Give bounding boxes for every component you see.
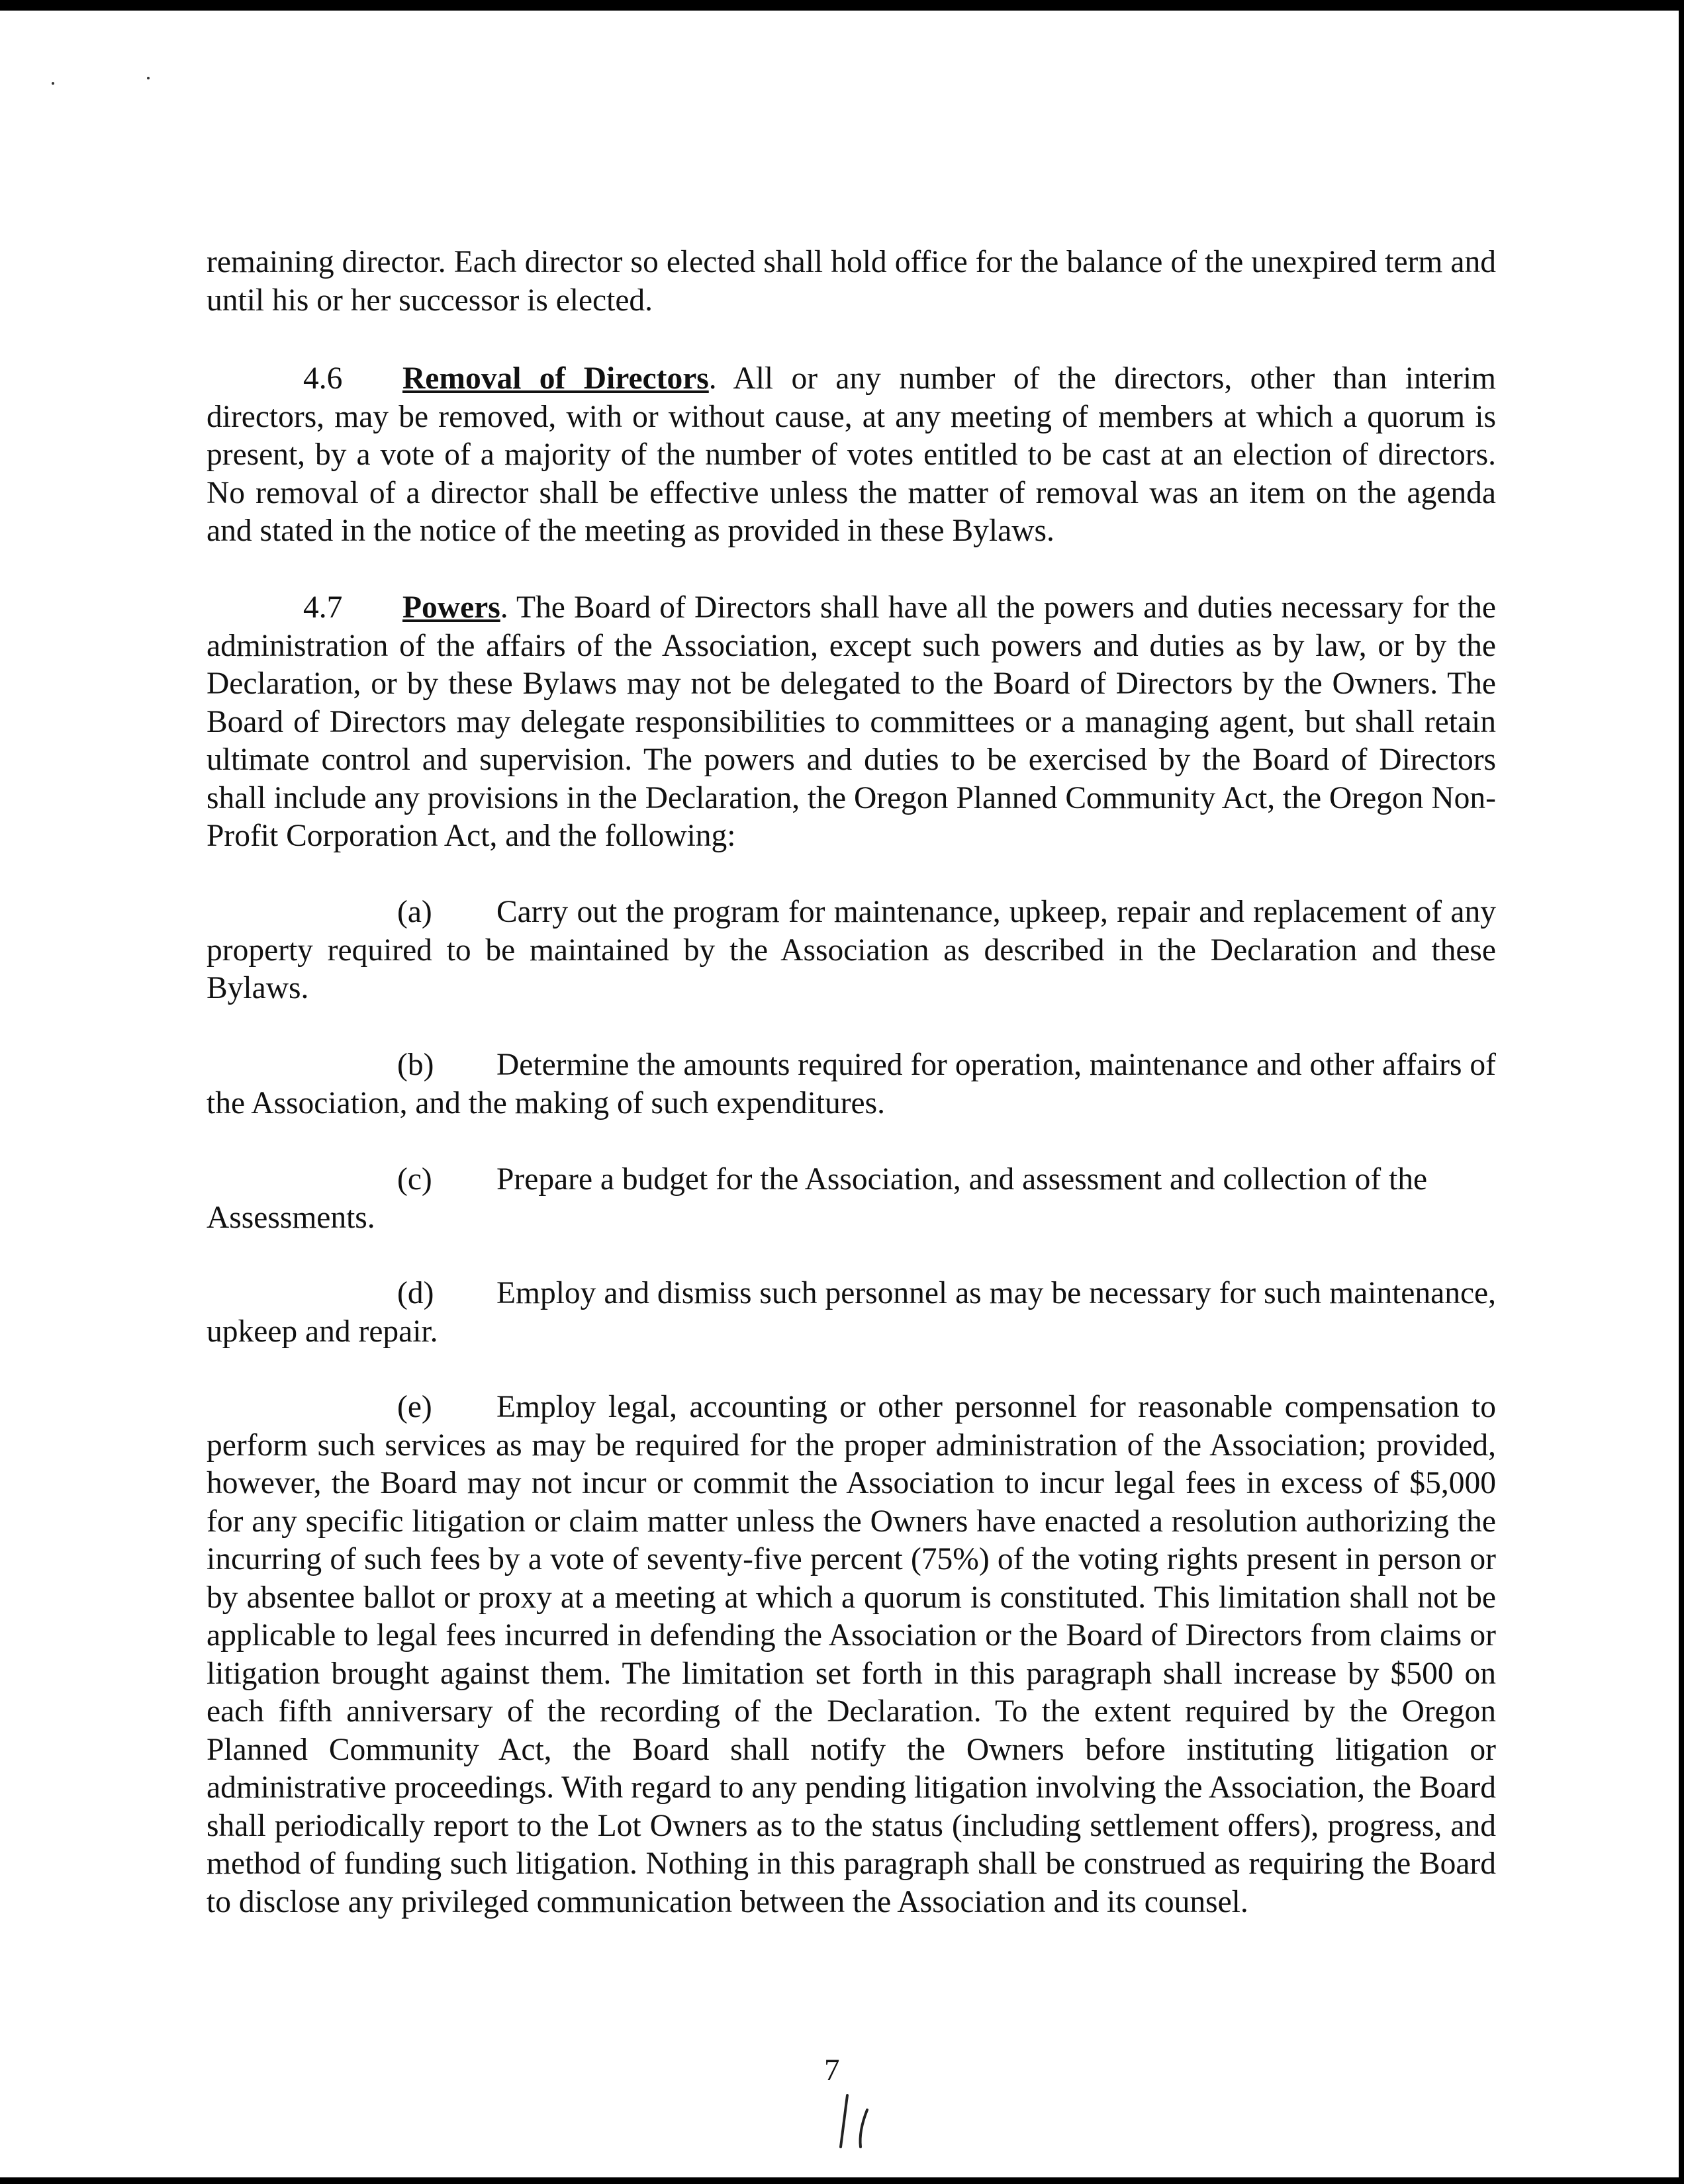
- list-item-a: [207, 893, 1496, 1008]
- list-item-e: [207, 1388, 1496, 1921]
- item-label: (b): [397, 1048, 434, 1082]
- item-text: Employ and dismiss such personnel as may be necessary for such maintenance, upkeep and repair.: [207, 1276, 1496, 1349]
- item-label: (d): [397, 1276, 434, 1310]
- list-item-b: [207, 1046, 1496, 1122]
- item-text: Prepare a budget for the Association, and assessment and collection of the: [496, 1162, 1428, 1197]
- document-page: [0, 11, 1679, 2177]
- section-number: 4.7: [303, 590, 343, 625]
- item-text: Employ legal, accounting or other personnel for reasonable compensation to perform such services as may be required for the proper administration of the Association; provided, however, the Board may not incur or commit the Association to incur legal fees in excess of $5,000 for any specific litigation or claim matter unless the Owners have enacted a resolution authorizing the incurring of such fees by a vote of seventy-five percent (75%) of the voting rights present in person or by absentee ballot or proxy at a meeting at which a quorum is constituted. This limitation shall not be applicable to legal fees incurred in defending the Association or the Board of Directors from claims or litigation brought against them. The limitation set forth in this paragraph shall increase by $500 on each fifth anniversary of the recording of the Declaration. To the extent required by the Oregon Planned Community Act, the Board shall notify the Owners before instituting litigation or administrative proceedings. With regard to any pending litigation involving the Association, the Board shall periodically report to the Lot Owners as to the status (including settlement offers), progress, and method of funding such litigation. Nothing in this paragraph shall be construed as requiring the Board to disclose any privileged communication between the Association and its counsel.: [207, 1390, 1496, 1919]
- item-text: Determine the amounts required for operation, maintenance and other affairs of the Association, and the making of such expenditures.: [207, 1048, 1496, 1120]
- scan-speck: [52, 82, 54, 85]
- section-number: 4.6: [303, 361, 343, 396]
- item-label: (e): [397, 1390, 432, 1424]
- item-text: Carry out the program for maintenance, upkeep, repair and replacement of any property required to be maintained by the Association as described in the Declaration and these Bylaws.: [207, 895, 1496, 1005]
- item-label: (a): [397, 895, 432, 929]
- section-heading: Powers: [402, 590, 500, 625]
- scan-speck: [147, 77, 150, 79]
- item-continuation: Assessments.: [207, 1200, 375, 1235]
- section-4-6: [207, 360, 1496, 551]
- section-4-7: [207, 589, 1496, 856]
- item-label: (c): [397, 1162, 432, 1197]
- continuation-paragraph: remaining director. Each director so elected shall hold office for the balance of the unexpired term and until his or her successor is elected.: [207, 245, 1496, 318]
- section-heading: Removal of Directors: [402, 361, 709, 396]
- section-body: . The Board of Directors shall have all the powers and duties necessary for the administration of the affairs of the Association, except such powers and duties as by law, or by the Declaration, or by these Bylaws may not be delegated to the Board of Directors by the Owners. The Board of Directors may delegate responsibilities to committees or a managing agent, but shall retain ultimate control and supervision. The powers and duties to be exercised by the Board of Directors shall include any provisions in the Declaration, the Oregon Planned Community Act, the Oregon Non-Profit Corporation Act, and the following:: [207, 590, 1496, 853]
- list-item-d: [207, 1275, 1496, 1351]
- section-body: . All or any number of the directors, other than interim directors, may be removed, with or without cause, at any meeting of members at which a quorum is present, by a vote of a majority of the number of votes entitled to be cast at an election of directors. No removal of a director shall be effective unless the matter of removal was an item on the agenda and stated in the notice of the meeting as provided in these Bylaws.: [207, 361, 1496, 548]
- list-item-c: [207, 1161, 1496, 1237]
- page-number: 7: [824, 2053, 840, 2087]
- handwritten-mark: [835, 2091, 888, 2151]
